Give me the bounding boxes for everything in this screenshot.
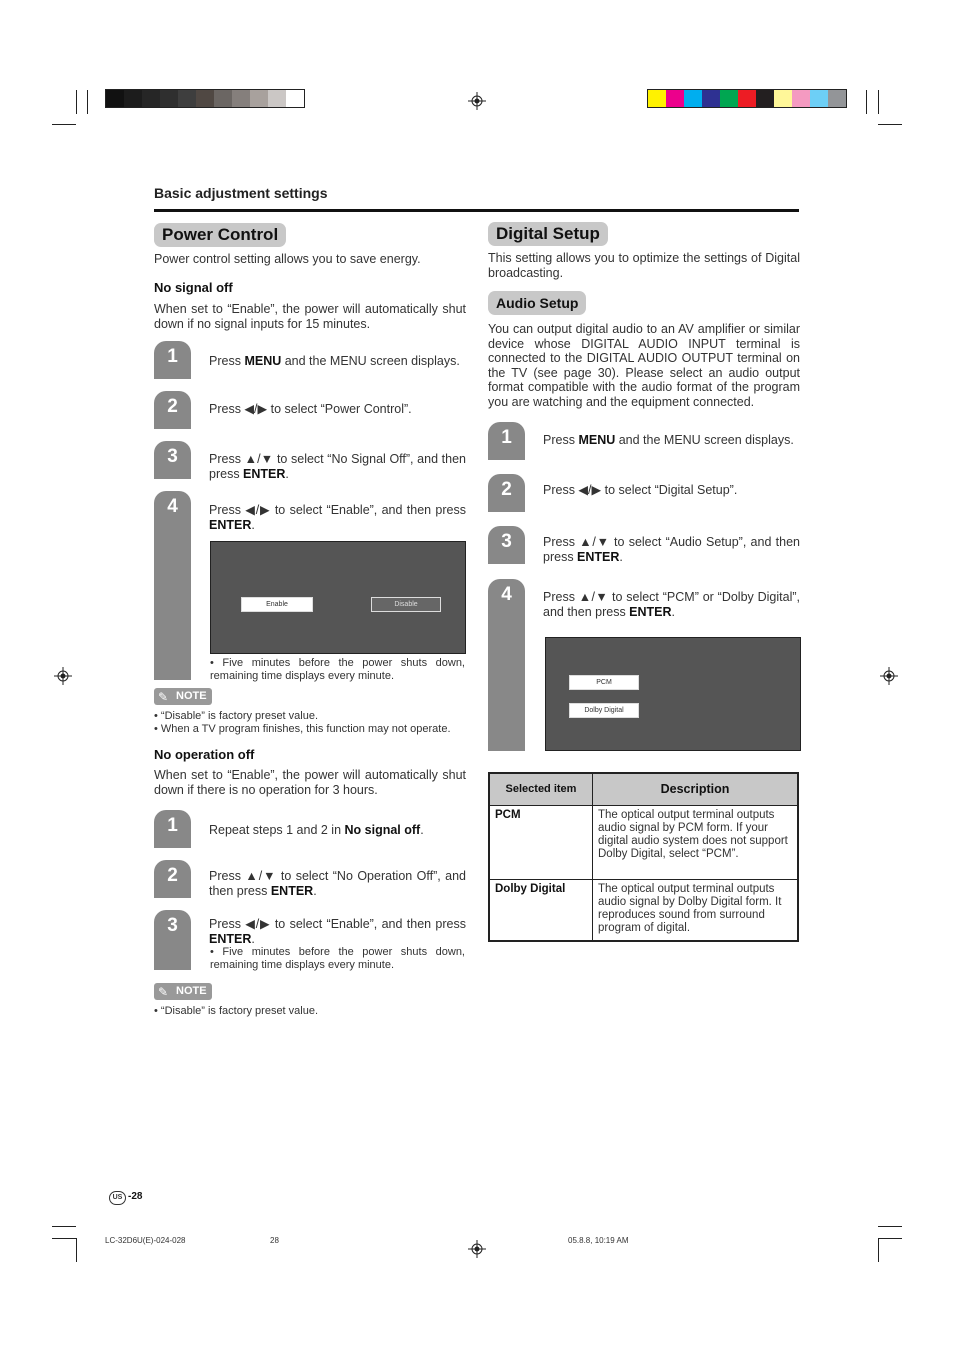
no-operation-desc: When set to “Enable”, the power will automatically shut down if there is no operation for 3 hours. bbox=[154, 768, 466, 797]
table-cell-item: PCM bbox=[489, 805, 593, 879]
step-text: Press MENU and the MENU screen displays. bbox=[543, 433, 794, 447]
crop-mark bbox=[52, 124, 76, 125]
page-number: -28 bbox=[128, 1191, 143, 1202]
step-number: 1 bbox=[501, 427, 512, 448]
step-text: Press ◀/▶ to select “Digital Setup”. bbox=[543, 483, 738, 497]
step-text: Press ▲/▼ to select “No Operation Off”, and then press ENTER. bbox=[209, 869, 466, 898]
step-text: Press ▲/▼ to select “No Signal Off”, and then press ENTER. bbox=[209, 452, 466, 481]
step-note: • Five minutes before the power shuts down, remaining time displays every minute. bbox=[210, 946, 465, 971]
crop-mark bbox=[866, 90, 867, 114]
note-item: • “Disable” is factory preset value. bbox=[154, 1005, 319, 1017]
color-swatch bbox=[106, 90, 124, 107]
color-swatch bbox=[666, 90, 684, 107]
table-cell-item: Dolby Digital bbox=[489, 879, 593, 941]
table-row bbox=[489, 805, 798, 879]
color-swatch bbox=[124, 90, 142, 107]
no-signal-heading: No signal off bbox=[154, 280, 233, 295]
color-swatch bbox=[720, 90, 738, 107]
step-number: 4 bbox=[167, 496, 178, 517]
color-swatch bbox=[232, 90, 250, 107]
step-number: 2 bbox=[167, 396, 178, 417]
note-badge: ✎ NOTE bbox=[154, 983, 212, 1000]
color-swatch bbox=[178, 90, 196, 107]
table-cell-desc: The optical output terminal outputs audio signal by Dolby Digital form. It reproduces sound from surround program of digital. bbox=[593, 879, 799, 941]
menu-screen bbox=[210, 541, 466, 654]
audio-setup-title: Audio Setup bbox=[488, 291, 586, 315]
pencil-icon: ✎ bbox=[158, 690, 169, 704]
table-header: Selected item bbox=[489, 773, 593, 805]
step-text: Press ◀/▶ to select “Enable”, and then press ENTER. bbox=[209, 503, 466, 532]
crop-mark bbox=[878, 1226, 902, 1227]
table-cell-desc: The optical output terminal outputs audio signal by PCM form. If your digital audio system does not support Dolby Digital, select “PCM”. bbox=[593, 805, 799, 879]
step-text: Press ▲/▼ to select “PCM” or “Dolby Digital”, and then press ENTER. bbox=[543, 590, 800, 619]
table-header: Description bbox=[593, 773, 799, 805]
digital-setup-intro: This setting allows you to optimize the settings of Digital broadcasting. bbox=[488, 251, 800, 280]
crop-mark bbox=[76, 1238, 77, 1262]
color-swatch bbox=[250, 90, 268, 107]
step-number: 4 bbox=[501, 584, 512, 605]
disable-option[interactable]: Disable bbox=[371, 597, 441, 612]
step-text: Press ◀/▶ to select “Power Control”. bbox=[209, 402, 412, 416]
crop-mark bbox=[878, 1238, 902, 1239]
crop-mark bbox=[878, 124, 902, 125]
crop-mark bbox=[52, 1226, 76, 1227]
crop-mark bbox=[878, 1238, 879, 1262]
color-swatch bbox=[684, 90, 702, 107]
power-control-title: Power Control bbox=[154, 223, 286, 247]
color-swatch bbox=[214, 90, 232, 107]
color-swatch bbox=[648, 90, 666, 107]
pcm-option[interactable]: PCM bbox=[569, 675, 639, 690]
step-text: Repeat steps 1 and 2 in No signal off. bbox=[209, 823, 424, 837]
process-color-bar bbox=[647, 89, 847, 108]
color-swatch bbox=[810, 90, 828, 107]
step-text: Press ▲/▼ to select “Audio Setup”, and then press ENTER. bbox=[543, 535, 800, 564]
registration-mark-icon bbox=[54, 667, 72, 685]
color-swatch bbox=[268, 90, 286, 107]
color-swatch bbox=[286, 90, 304, 107]
registration-mark-icon bbox=[468, 92, 486, 110]
step-marker bbox=[154, 491, 191, 680]
crop-mark bbox=[878, 90, 879, 114]
header-rule bbox=[154, 209, 799, 212]
step-text: Press ◀/▶ to select “Enable”, and then press ENTER. bbox=[209, 917, 466, 946]
pencil-icon: ✎ bbox=[158, 985, 169, 999]
step-number: 3 bbox=[501, 531, 512, 552]
step-number: 1 bbox=[167, 815, 178, 836]
step-number: 3 bbox=[167, 446, 178, 467]
color-swatch bbox=[738, 90, 756, 107]
color-swatch bbox=[756, 90, 774, 107]
region-badge: US bbox=[109, 1191, 126, 1205]
enable-option[interactable]: Enable bbox=[241, 597, 313, 612]
print-date: 05.8.8, 10:19 AM bbox=[568, 1236, 629, 1245]
color-swatch bbox=[196, 90, 214, 107]
power-control-intro: Power control setting allows you to save energy. bbox=[154, 252, 421, 266]
note-item: • “Disable” is factory preset value. bbox=[154, 710, 319, 722]
step-text: Press MENU and the MENU screen displays. bbox=[209, 354, 460, 368]
no-signal-desc: When set to “Enable”, the power will automatically shut down if no signal inputs for 15 minutes. bbox=[154, 302, 466, 331]
grayscale-color-bar bbox=[105, 89, 305, 108]
crop-mark bbox=[52, 1238, 76, 1239]
step-number: 2 bbox=[501, 479, 512, 500]
color-swatch bbox=[702, 90, 720, 107]
audio-format-table bbox=[488, 772, 799, 942]
color-swatch bbox=[142, 90, 160, 107]
menu-screen bbox=[545, 637, 801, 751]
color-swatch bbox=[792, 90, 810, 107]
registration-mark-icon bbox=[880, 667, 898, 685]
color-swatch bbox=[160, 90, 178, 107]
file-name: LC-32D6U(E)-024-028 bbox=[105, 1236, 186, 1245]
crop-mark bbox=[87, 90, 88, 114]
dolby-digital-option[interactable]: Dolby Digital bbox=[569, 703, 639, 718]
audio-setup-desc: You can output digital audio to an AV amplifier or similar device whose DIGITAL AUDIO INPUT terminal is connected to the DIGITAL AUDIO OUTPUT terminal on the TV (see page 30). Please select an audio output format compatible with the audio format of the program you are watching and the equipment connected. bbox=[488, 322, 800, 409]
crop-mark bbox=[76, 90, 77, 114]
section-title: Basic adjustment settings bbox=[154, 185, 328, 201]
table-row bbox=[489, 879, 798, 941]
no-operation-heading: No operation off bbox=[154, 747, 255, 762]
registration-mark-icon bbox=[468, 1240, 486, 1258]
color-swatch bbox=[774, 90, 792, 107]
note-badge: ✎ NOTE bbox=[154, 688, 212, 705]
note-item: • When a TV program finishes, this function may not operate. bbox=[154, 723, 451, 735]
digital-setup-title: Digital Setup bbox=[488, 222, 608, 246]
print-page: 28 bbox=[270, 1236, 279, 1245]
step-number: 3 bbox=[167, 915, 178, 936]
step-number: 2 bbox=[167, 865, 178, 886]
step-note: • Five minutes before the power shuts down, remaining time displays every minute. bbox=[210, 657, 465, 682]
step-number: 1 bbox=[167, 346, 178, 367]
color-swatch bbox=[828, 90, 846, 107]
